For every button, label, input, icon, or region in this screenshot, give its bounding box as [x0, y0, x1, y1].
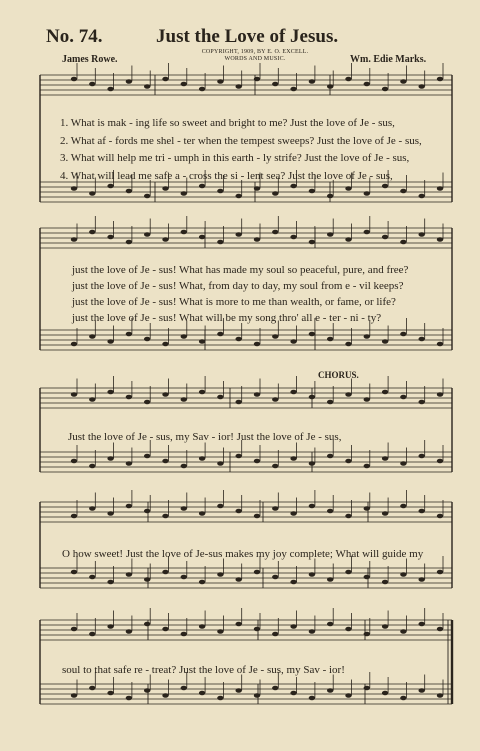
- notehead: [309, 696, 315, 701]
- notehead: [419, 577, 425, 582]
- notehead: [107, 580, 113, 585]
- notehead: [144, 577, 150, 582]
- notehead: [162, 186, 168, 191]
- notehead: [382, 456, 388, 461]
- notehead: [217, 332, 223, 337]
- notehead: [181, 632, 187, 637]
- copyright-line-1: COPYRIGHT, 1909, BY E. O. EXCELL.: [201, 49, 309, 55]
- notehead: [327, 337, 333, 342]
- notehead: [199, 390, 205, 395]
- notehead: [254, 514, 260, 519]
- notehead: [107, 184, 113, 189]
- notehead: [290, 624, 296, 629]
- verse-2-line-a: 2. What af - fords me shel - ter when the tempest sweeps? Just the love of Je - sus,: [60, 135, 422, 147]
- notehead: [400, 461, 406, 466]
- notehead: [382, 624, 388, 629]
- notehead: [181, 334, 187, 339]
- notehead: [236, 454, 242, 459]
- notehead: [272, 632, 278, 637]
- notehead: [345, 459, 351, 464]
- notehead: [162, 693, 168, 698]
- notehead: [400, 504, 406, 509]
- notehead: [126, 332, 132, 337]
- notehead: [89, 632, 95, 637]
- notehead: [309, 332, 315, 337]
- notehead: [71, 342, 77, 347]
- notehead: [345, 570, 351, 575]
- notehead: [144, 194, 150, 199]
- notehead: [217, 461, 223, 466]
- notehead: [419, 232, 425, 237]
- notehead: [107, 339, 113, 344]
- notehead: [126, 629, 132, 634]
- notehead: [107, 235, 113, 240]
- notehead: [290, 235, 296, 240]
- notehead: [345, 627, 351, 632]
- notehead: [199, 511, 205, 516]
- notehead: [144, 454, 150, 459]
- notehead: [126, 572, 132, 577]
- notehead: [272, 575, 278, 580]
- notehead: [236, 337, 242, 342]
- notehead: [419, 84, 425, 89]
- notehead: [419, 454, 425, 459]
- notehead: [236, 194, 242, 199]
- notehead: [162, 627, 168, 632]
- notehead: [345, 514, 351, 519]
- notehead: [254, 627, 260, 632]
- notehead: [437, 77, 443, 82]
- notehead: [126, 240, 132, 245]
- chorus-line-3: soul to that safe re - treat? Just the love of Je - sus, my Sav - ior!: [62, 664, 345, 676]
- notehead: [126, 189, 132, 194]
- notehead: [217, 79, 223, 84]
- notehead: [217, 395, 223, 400]
- notehead: [181, 575, 187, 580]
- notehead: [419, 622, 425, 627]
- notehead: [272, 82, 278, 87]
- notehead: [236, 509, 242, 514]
- notehead: [144, 232, 150, 237]
- notehead: [437, 342, 443, 347]
- notehead: [199, 580, 205, 585]
- notehead: [309, 79, 315, 84]
- notehead: [345, 693, 351, 698]
- notehead: [382, 339, 388, 344]
- notehead: [71, 186, 77, 191]
- verse-3-line-a: 3. What will help me tri - umph in this earth - ly strife? Just the love of Je - sus,: [60, 152, 410, 164]
- notehead: [217, 572, 223, 577]
- notehead: [89, 506, 95, 511]
- verse-4-line-b: just the love of Je - sus! What will be my song thro' all e - ter - ni - ty?: [72, 312, 382, 324]
- notehead: [89, 397, 95, 402]
- notehead: [144, 509, 150, 514]
- notehead: [236, 400, 242, 405]
- verse-2-line-b: just the love of Je - sus! What, from day to day, my soul from e - vil keeps?: [72, 280, 404, 292]
- verse-3-line-b: just the love of Je - sus! What is more to me than wealth, or fame, or life?: [72, 296, 396, 308]
- notehead: [345, 186, 351, 191]
- notehead: [382, 580, 388, 585]
- notehead: [437, 514, 443, 519]
- notehead: [327, 232, 333, 237]
- notehead: [199, 339, 205, 344]
- notehead: [382, 235, 388, 240]
- notehead: [364, 397, 370, 402]
- notehead: [254, 570, 260, 575]
- notehead: [217, 696, 223, 701]
- notehead: [437, 186, 443, 191]
- notehead: [254, 459, 260, 464]
- notehead: [71, 459, 77, 464]
- notehead: [199, 624, 205, 629]
- notehead: [345, 237, 351, 242]
- notehead: [181, 464, 187, 469]
- notehead: [181, 230, 187, 235]
- notehead: [272, 230, 278, 235]
- notehead: [199, 691, 205, 696]
- notehead: [400, 189, 406, 194]
- notehead: [217, 504, 223, 509]
- notehead: [382, 184, 388, 189]
- notehead: [400, 240, 406, 245]
- notehead: [345, 77, 351, 82]
- notehead: [236, 688, 242, 693]
- notehead: [382, 511, 388, 516]
- notehead: [162, 392, 168, 397]
- notehead: [162, 77, 168, 82]
- notehead: [144, 688, 150, 693]
- chorus-line-1: Just the love of Je - sus, my Sav - ior! Just the love of Je - sus,: [68, 431, 342, 443]
- notehead: [199, 235, 205, 240]
- notehead: [272, 464, 278, 469]
- notehead: [400, 395, 406, 400]
- notehead: [181, 397, 187, 402]
- notehead: [162, 514, 168, 519]
- notehead: [400, 696, 406, 701]
- notehead: [107, 691, 113, 696]
- notehead: [126, 79, 132, 84]
- notehead: [290, 511, 296, 516]
- notehead: [181, 191, 187, 196]
- notehead: [437, 237, 443, 242]
- notehead: [309, 240, 315, 245]
- notehead: [309, 504, 315, 509]
- notehead: [71, 77, 77, 82]
- notehead: [364, 464, 370, 469]
- notehead: [419, 337, 425, 342]
- notehead: [254, 392, 260, 397]
- notehead: [126, 504, 132, 509]
- notehead: [419, 400, 425, 405]
- notehead: [254, 237, 260, 242]
- verse-1-line-a: 1. What is mak - ing life so sweet and bright to me? Just the love of Je - sus,: [60, 117, 395, 129]
- hymn-number: No. 74.: [46, 26, 103, 47]
- notehead: [236, 622, 242, 627]
- notehead: [181, 506, 187, 511]
- notehead: [107, 624, 113, 629]
- notehead: [162, 459, 168, 464]
- hymn-title: Just the Love of Jesus.: [156, 26, 339, 47]
- notehead: [199, 456, 205, 461]
- notehead: [236, 232, 242, 237]
- notehead: [89, 230, 95, 235]
- notehead: [364, 230, 370, 235]
- notehead: [327, 400, 333, 405]
- notehead: [217, 629, 223, 634]
- notehead: [107, 456, 113, 461]
- notehead: [327, 509, 333, 514]
- notehead: [126, 395, 132, 400]
- notehead: [89, 82, 95, 87]
- notehead: [162, 570, 168, 575]
- notehead: [327, 577, 333, 582]
- notehead: [290, 184, 296, 189]
- notehead: [272, 506, 278, 511]
- chorus-label: CHORUS.: [318, 370, 359, 380]
- verse-4-line-a: 4. What will lead me safe a - cross the si - lent sea? Just the love of Je - sus,: [60, 170, 393, 182]
- notehead: [126, 696, 132, 701]
- notehead: [382, 691, 388, 696]
- notehead: [437, 459, 443, 464]
- notehead: [144, 337, 150, 342]
- notehead: [419, 509, 425, 514]
- notehead: [71, 392, 77, 397]
- notehead: [71, 627, 77, 632]
- notehead: [400, 79, 406, 84]
- notehead: [364, 191, 370, 196]
- notehead: [89, 575, 95, 580]
- notehead: [89, 191, 95, 196]
- notehead: [236, 577, 242, 582]
- notehead: [272, 334, 278, 339]
- notehead: [290, 456, 296, 461]
- notehead: [437, 570, 443, 575]
- notehead: [364, 82, 370, 87]
- notehead: [327, 622, 333, 627]
- notehead: [309, 189, 315, 194]
- notehead: [290, 87, 296, 92]
- notehead: [400, 572, 406, 577]
- notehead: [144, 622, 150, 627]
- notehead: [364, 334, 370, 339]
- notehead: [162, 237, 168, 242]
- notehead: [382, 87, 388, 92]
- notehead: [437, 627, 443, 632]
- notehead: [254, 693, 260, 698]
- notehead: [89, 334, 95, 339]
- notehead: [437, 693, 443, 698]
- notehead: [400, 332, 406, 337]
- notehead: [217, 240, 223, 245]
- notehead: [144, 400, 150, 405]
- notehead: [236, 84, 242, 89]
- notehead: [290, 691, 296, 696]
- lyricist-credit: James Rowe.: [62, 54, 118, 65]
- notehead: [107, 511, 113, 516]
- notehead: [199, 184, 205, 189]
- notehead: [364, 575, 370, 580]
- notehead: [181, 686, 187, 691]
- notehead: [419, 194, 425, 199]
- notehead: [290, 390, 296, 395]
- notehead: [290, 339, 296, 344]
- notehead: [181, 82, 187, 87]
- composer-credit: Wm. Edie Marks.: [350, 54, 427, 65]
- verse-1-line-b: just the love of Je - sus! What has made my soul so peaceful, pure, and free?: [72, 264, 409, 276]
- notehead: [71, 237, 77, 242]
- notehead: [437, 392, 443, 397]
- notehead: [272, 397, 278, 402]
- notehead: [327, 688, 333, 693]
- notehead: [107, 390, 113, 395]
- notehead: [107, 87, 113, 92]
- notehead: [345, 342, 351, 347]
- notehead: [71, 693, 77, 698]
- notehead: [327, 454, 333, 459]
- notehead: [272, 191, 278, 196]
- notehead: [144, 84, 150, 89]
- notehead: [382, 390, 388, 395]
- notehead: [345, 392, 351, 397]
- notehead: [89, 686, 95, 691]
- notehead: [419, 688, 425, 693]
- notehead: [400, 629, 406, 634]
- copyright-line-2: WORDS AND MUSIC.: [224, 56, 286, 62]
- notehead: [199, 87, 205, 92]
- notehead: [71, 570, 77, 575]
- notehead: [71, 514, 77, 519]
- notehead: [126, 461, 132, 466]
- notehead: [89, 464, 95, 469]
- notehead: [162, 342, 168, 347]
- notehead: [272, 686, 278, 691]
- notehead: [364, 506, 370, 511]
- notehead: [309, 629, 315, 634]
- notehead: [217, 189, 223, 194]
- notehead: [254, 342, 260, 347]
- notehead: [290, 580, 296, 585]
- chorus-line-2: O how sweet! Just the love of Je-sus makes my joy complete; What will guide my: [62, 548, 424, 560]
- notehead: [309, 572, 315, 577]
